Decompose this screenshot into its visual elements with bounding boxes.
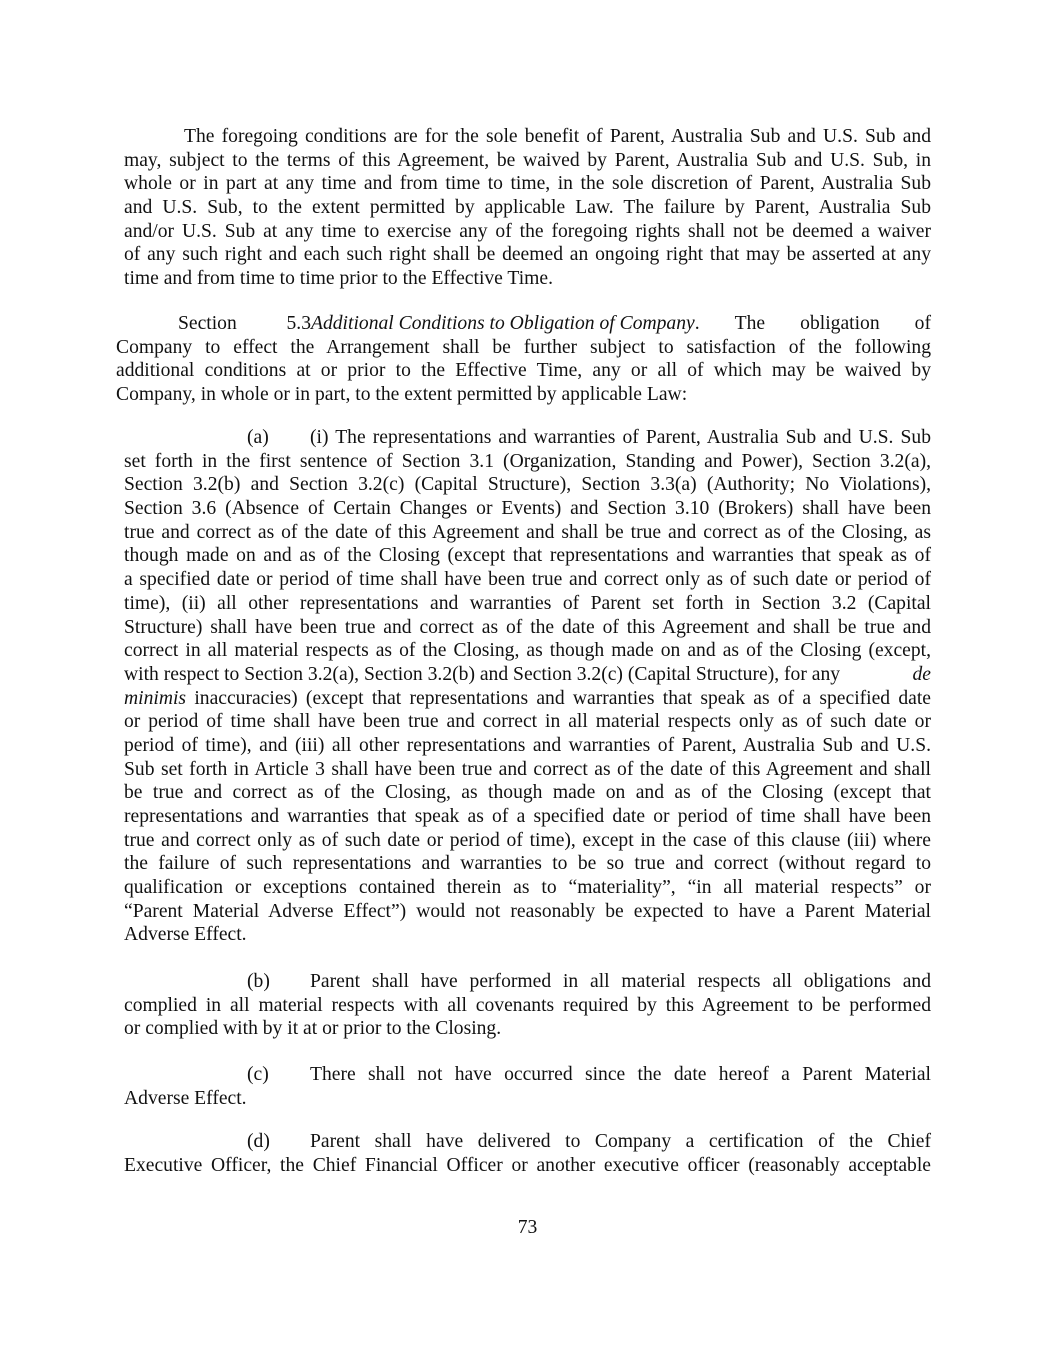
text-line: representations and warranties that speak as of a specified date or period of time shall have been [124, 806, 931, 827]
text-line: may, subject to the terms of this Agreement, be waived by Parent, Australia Sub and U.S. Sub, in [124, 149, 931, 171]
text-line: Structure) shall have been true and correct as of the date of this Agreement and shall be true and [124, 616, 931, 638]
text-line: Executive Officer, the Chief Financial Officer or another executive officer (reasonably acceptable [124, 1154, 931, 1176]
text-line: additional conditions at or prior to the Effective Time, any or all of which may be waived by [116, 360, 931, 382]
clause-d [124, 1130, 931, 1177]
text-line: true and correct as of the date of this Agreement and shall be true and correct as of the Closing, as [124, 521, 931, 543]
text-line: Section 3.2(b) and Section 3.2(c) (Capital Structure), Section 3.3(a) (Authority; No Violations), [124, 474, 931, 496]
text-line: of any such right and each such right shall be deemed an ongoing right that may be asserted at any [124, 244, 931, 266]
text-line: true and correct only as of such date or period of time), except in the case of this clause (iii) where [124, 829, 931, 851]
clause-label: (b) [247, 971, 270, 992]
text-line: correct in all material respects as of the Closing, as though made on and as of the Closing (except, [124, 640, 931, 662]
text-line-minimis [124, 687, 931, 711]
text-line: time and from time to time prior to the Effective Time. [124, 268, 553, 290]
text-line: Section 3.6 (Absence of Certain Changes or Events) and Section 3.10 (Brokers) shall have been [124, 498, 931, 520]
section-first-line-word: obligation [800, 313, 880, 334]
text-line: period of time), and (iii) all other representations and warranties of Parent, Australia Sub and U.S. [124, 734, 931, 756]
text-line: Company to effect the Arrangement shall be further subject to satisfaction of the following [116, 336, 931, 358]
text-line: time), (ii) all other representations and warranties of Parent set forth in Section 3.2 (Capital [124, 592, 931, 614]
clause-c [124, 1063, 931, 1110]
text-line: qualification or exceptions contained therein as to “materiality”, “in all material respects” or [124, 877, 931, 899]
text-line: set forth in the first sentence of Section 3.1 (Organization, Standing and Power), Section 3.2(a), [124, 450, 931, 472]
text-line: complied in all material respects with all covenants required by this Agreement to be performed [124, 994, 931, 1016]
section-number: Section 5.3 [178, 313, 311, 334]
clause-first-line-text: There shall not have occurred since the date hereof a Parent Material [310, 1064, 931, 1085]
text-segment: inaccuracies) (except that representations and warranties that speak as of a specified date [194, 687, 931, 709]
text-line-de [124, 663, 931, 687]
clause-b [124, 970, 931, 1041]
section-title: Additional Conditions to Obligation of Company [311, 313, 695, 334]
text-line: and U.S. Sub, to the extent permitted by applicable Law. The failure by Parent, Australia Sub [124, 197, 931, 219]
text-line: though made on and as of the Closing (except that representations and warranties that speak as of [124, 545, 931, 567]
section-5-3 [116, 312, 931, 407]
text-line: Adverse Effect. [124, 924, 247, 946]
italic-term: de [912, 663, 931, 685]
clause-first-line-text: (i) The representations and warranties of Parent, Australia Sub and U.S. Sub [310, 427, 931, 448]
clause-label: (c) [247, 1064, 269, 1085]
section-first-line-word: The [734, 313, 766, 334]
text-line: or complied with by it at or prior to the Closing. [124, 1018, 502, 1040]
italic-term: minimis [124, 687, 187, 709]
clause-first-line [124, 1063, 931, 1087]
text-line: and/or U.S. Sub at any time to exercise any of the foregoing rights shall not be deemed a waiver [124, 220, 931, 242]
text-line: Sub set forth in Article 3 shall have been true and correct as of the date of this Agreement and shall [124, 758, 931, 780]
text-line: the failure of such representations and warranties to be so true and correct (without regard to [124, 853, 931, 875]
text-line: whole or in part at any time and from time to time, in the sole discretion of Parent, Australia Sub [124, 173, 931, 195]
clause-a [124, 426, 931, 947]
text-line: or period of time shall have been true and correct in all material respects only as of such date or [124, 711, 931, 733]
clause-label: (d) [247, 1131, 270, 1152]
clause-label: (a) [247, 427, 269, 448]
section-heading-line [116, 312, 931, 336]
text-line: a specified date or period of time shall have been true and correct only as of such date or period of [124, 569, 931, 591]
clause-first-line-text: Parent shall have delivered to Company a certification of the Chief [310, 1131, 931, 1152]
paragraph-foregoing-conditions [124, 125, 931, 291]
text-line: be true and correct as of the Closing, as though made on and as of the Closing (except that [124, 782, 931, 804]
page-number: 73 [517, 1217, 538, 1238]
clause-first-line [124, 1130, 931, 1154]
text-line: “Parent Material Adverse Effect”) would not reasonably be expected to have a Parent Material [124, 900, 931, 922]
section-heading-separator: . [694, 313, 700, 334]
clause-first-line-text: Parent shall have performed in all material respects all obligations and [310, 971, 931, 992]
text-line: Company, in whole or in part, to the extent permitted by applicable Law: [116, 384, 688, 406]
clause-first-line [124, 970, 931, 994]
text-segment: with respect to Section 3.2(a), Section 3.2(b) and Section 3.2(c) (Capital Structure), for any [124, 663, 841, 685]
text-line: The foregoing conditions are for the sole benefit of Parent, Australia Sub and U.S. Sub and [184, 126, 931, 147]
section-first-line-word: of [914, 313, 931, 334]
text-line: Adverse Effect. [124, 1087, 247, 1109]
clause-first-line [124, 426, 931, 450]
